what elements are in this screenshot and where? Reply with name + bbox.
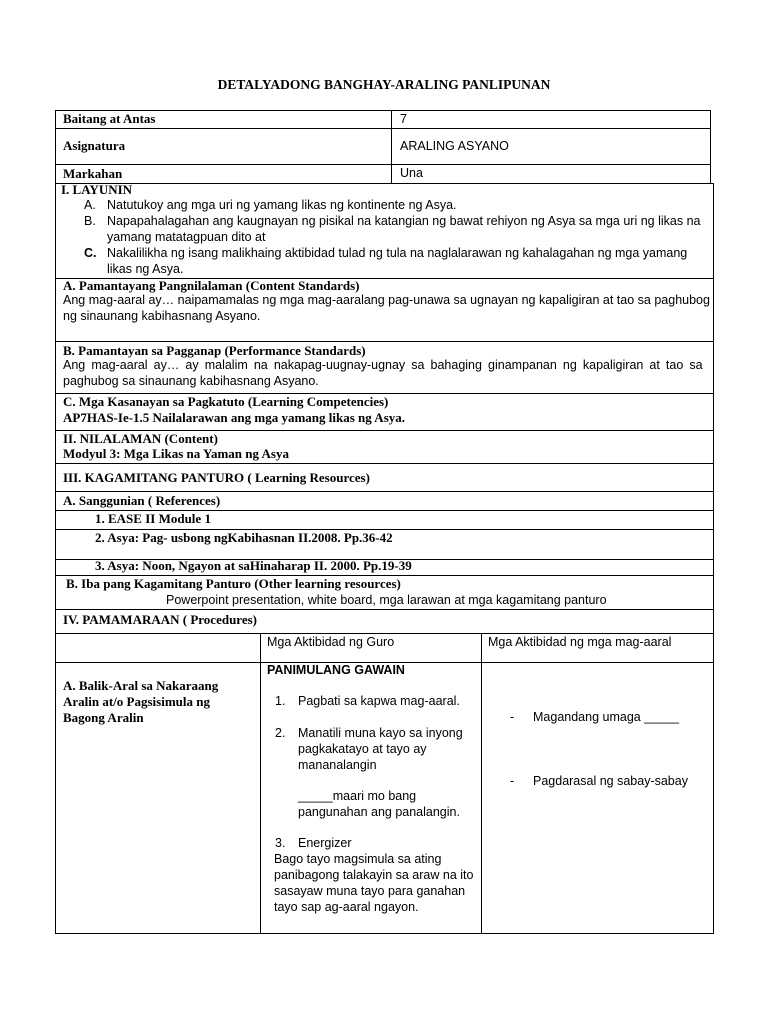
nilalaman-heading: II. NILALAMAN (Content) xyxy=(63,431,218,446)
layunin-c-line2: likas ng Asya. xyxy=(107,262,184,276)
kagamitan-heading: III. KAGAMITANG PANTURO ( Learning Resources) xyxy=(63,470,370,485)
markahan-label: Markahan xyxy=(63,166,123,181)
step2-line2: pagkakatayo at tayo ay xyxy=(298,742,427,756)
baitang-label: Baitang at Antas xyxy=(63,111,156,126)
layunin-b-marker: B. xyxy=(84,214,96,228)
reference-row-1 xyxy=(55,510,714,530)
step2-line3: mananalangin xyxy=(298,758,377,772)
response-2-text: Pagdarasal ng sabay-sabay xyxy=(533,774,688,788)
reference-row-3 xyxy=(55,559,714,576)
panimulang-gawain-heading: PANIMULANG GAWAIN xyxy=(267,663,405,677)
balik-aral-label-line2: Aralin at/o Pagsisimula ng xyxy=(63,694,210,709)
content-standards-line1: Ang mag-aaral ay… naipamamalas ng mga mag-aaralang pag-unawa sa ugnayan ng kapaligiran at tao sa paghubog xyxy=(63,293,710,307)
performance-standards-section xyxy=(55,341,714,394)
markahan-divider xyxy=(391,165,392,183)
step3-marker: 3. xyxy=(275,836,286,850)
balik-aral-row xyxy=(55,662,714,934)
layunin-b-line2: yamang matatagpuan dito at xyxy=(107,230,266,244)
content-standards-heading: A. Pamantayang Pangnilalaman (Content Standards) xyxy=(63,278,360,293)
content-standards-section xyxy=(55,278,714,342)
step2-line1: Manatili muna kayo sa inyong xyxy=(298,726,463,740)
energizer-line4: tayo sap ag-aaral ngayon. xyxy=(274,900,419,914)
energizer-line1: Bago tayo magsimula sa ating xyxy=(274,852,442,866)
reference-row-2 xyxy=(55,529,714,560)
nilalaman-section xyxy=(55,430,714,464)
markahan-value: Una xyxy=(400,166,423,180)
reference-3: 3. Asya: Noon, Ngayon at saHinaharap II. 2000. Pp.19-39 xyxy=(95,558,412,573)
baitang-value: 7 xyxy=(400,112,407,126)
document-title: DETALYADONG BANGHAY-ARALING PANLIPUNAN xyxy=(217,77,551,92)
pamamaraan-section xyxy=(55,609,714,634)
layunin-section xyxy=(55,183,714,279)
competencies-text: AP7HAS-Ie-1.5 Nailalarawan ang mga yamang likas ng Asya. xyxy=(63,410,405,425)
performance-standards-heading: B. Pamantayan sa Pagganap (Performance Standards) xyxy=(63,343,366,358)
step1-text: Pagbati sa kapwa mag-aaral. xyxy=(298,694,460,708)
performance-standards-line2: paghubog sa sinaunang kabihasnang Asyano. xyxy=(63,374,319,388)
asignatura-value: ARALING ASYANO xyxy=(400,139,509,153)
layunin-b-line1: Napapahalagahan ang kaugnayan ng pisikal na katangian ng bawat rehiyon ng Asya sa mga uri ng likas na xyxy=(107,214,701,228)
info-row-asignatura xyxy=(55,128,711,165)
layunin-c-marker: C. xyxy=(84,246,97,260)
response-1-text: Magandang umaga _____ xyxy=(533,710,679,724)
content-standards-line2: ng sinaunang kabihasnang Asyano. xyxy=(63,309,261,323)
asignatura-label: Asignatura xyxy=(63,138,126,153)
other-resources-text: Powerpoint presentation, white board, mga larawan at mga kagamitang panturo xyxy=(166,593,607,607)
energizer-line3: sasayaw muna tayo para ganahan xyxy=(274,884,466,898)
balik-aral-label-line1: A. Balik-Aral sa Nakaraang xyxy=(63,678,219,693)
balik-aral-label-line3: Bagong Aralin xyxy=(63,710,144,725)
asignatura-divider xyxy=(391,129,392,164)
step3-text: Energizer xyxy=(298,836,352,850)
kagamitan-section xyxy=(55,463,714,492)
baitang-divider xyxy=(391,111,392,128)
step2-marker: 2. xyxy=(275,726,286,740)
procedures-divider-1 xyxy=(260,634,261,662)
column-header-magaaral: Mga Aktibidad ng mga mag-aaral xyxy=(488,635,672,649)
balik-aral-divider-1 xyxy=(260,663,261,933)
balik-aral-divider-2 xyxy=(481,663,482,933)
competencies-section xyxy=(55,393,714,431)
layunin-a-text: Natutukoy ang mga uri ng yamang likas ng kontinente ng Asya. xyxy=(107,198,457,212)
performance-standards-line1: Ang mag-aaral ay… ay malalim na nakapag-uugnay-ugnay sa bahaging ginampanan ng kapaligiran at tao sa xyxy=(63,358,703,372)
info-row-markahan xyxy=(55,164,711,184)
other-resources-heading: B. Iba pang Kagamitang Panturo (Other learning resources) xyxy=(66,576,401,591)
info-row-baitang xyxy=(55,110,711,129)
pamamaraan-heading: IV. PAMAMARAAN ( Procedures) xyxy=(63,612,258,627)
procedures-divider-2 xyxy=(481,634,482,662)
reference-1: 1. EASE II Module 1 xyxy=(95,511,211,526)
reference-2: 2. Asya: Pag- usbong ngKabihasnan II.2008. Pp.36-42 xyxy=(95,530,393,545)
step2-line5: pangunahan ang panalangin. xyxy=(298,805,460,819)
column-header-guro: Mga Aktibidad ng Guro xyxy=(267,635,395,649)
nilalaman-text: Modyul 3: Mga Likas na Yaman ng Asya xyxy=(63,446,289,461)
step2-line4: _____maari mo bang xyxy=(298,789,417,803)
competencies-heading: C. Mga Kasanayan sa Pagkatuto (Learning Competencies) xyxy=(63,394,389,409)
response-2-dash: - xyxy=(510,774,515,788)
step1-marker: 1. xyxy=(275,694,286,708)
layunin-c-line1: Nakalilikha ng isang malikhaing aktibidad tulad ng tula na naglalarawan ng kahalagahan ng mga yamang xyxy=(107,246,688,260)
response-1-dash: - xyxy=(510,710,515,724)
layunin-a-marker: A. xyxy=(84,198,96,212)
energizer-line2: panibagong talakayin sa araw na ito xyxy=(274,868,474,882)
procedures-header-row xyxy=(55,633,714,663)
layunin-heading: I. LAYUNIN xyxy=(61,182,133,197)
other-resources-section xyxy=(55,575,714,610)
sanggunian-heading: A. Sanggunian ( References) xyxy=(63,493,221,508)
sanggunian-section xyxy=(55,491,714,511)
